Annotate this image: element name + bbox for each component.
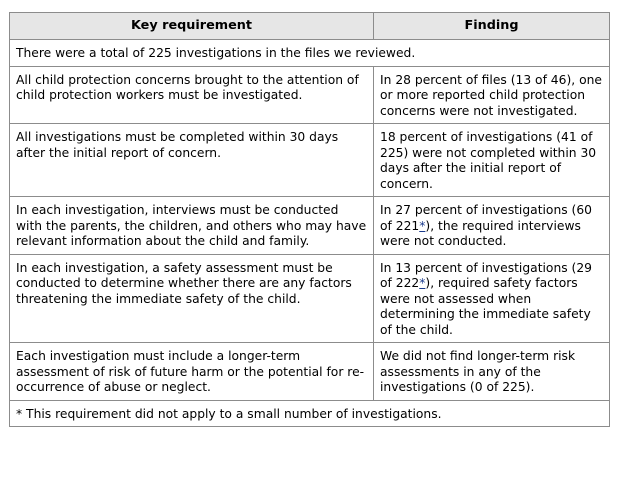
table-row (10, 124, 610, 197)
table-footnote-row (10, 400, 610, 427)
requirement-cell: All investigations must be completed within 30 days after the initial report of concern. (10, 124, 374, 197)
finding-cell: In 28 percent of files (13 of 46), one or more reported child protection concerns were not investigated. (374, 66, 610, 124)
table-header-row (10, 13, 610, 40)
requirement-cell: All child protection concerns brought to the attention of child protection workers must be investigated. (10, 66, 374, 124)
table-row (10, 197, 610, 255)
table-row (10, 343, 610, 401)
finding-cell (374, 197, 610, 255)
finding-text-after: ), required safety factors were not assessed when determining the immediate safety of the child. (380, 276, 591, 337)
finding-cell (374, 254, 610, 343)
finding-text-after: ), the required interviews were not conducted. (380, 218, 581, 248)
table-row (10, 66, 610, 124)
finding-cell: 18 percent of investigations (41 of 225) were not completed within 30 days after the initial report of concern. (374, 124, 610, 197)
finding-text-before: In 13 percent of investigations (29 of 222 (380, 260, 593, 290)
footnote-link[interactable]: * (419, 276, 426, 290)
requirements-table-container (9, 12, 609, 427)
requirement-cell: Each investigation must include a longer-term assessment of risk of future harm or the potential for re-occurrence of abuse or neglect. (10, 343, 374, 401)
header-finding: Finding (374, 13, 610, 40)
footnote-link[interactable]: * (419, 218, 426, 233)
finding-cell: We did not find longer-term risk assessments in any of the investigations (0 of 225). (374, 343, 610, 401)
table-intro-row (10, 40, 610, 67)
intro-text: There were a total of 225 investigations in the files we reviewed. (10, 40, 610, 67)
footnote-text: * This requirement did not apply to a small number of investigations. (10, 400, 610, 427)
header-key-requirement: Key requirement (10, 13, 374, 40)
requirement-cell: In each investigation, a safety assessment must be conducted to determine whether there are any factors threatening the immediate safety of the child. (10, 254, 374, 343)
requirements-findings-table (9, 12, 610, 427)
requirement-cell: In each investigation, interviews must be conducted with the parents, the children, and others who may have relevant information about the child and family. (10, 197, 374, 255)
finding-text-before: In 27 percent of investigations (60 of 221 (380, 203, 593, 233)
table-row (10, 254, 610, 343)
